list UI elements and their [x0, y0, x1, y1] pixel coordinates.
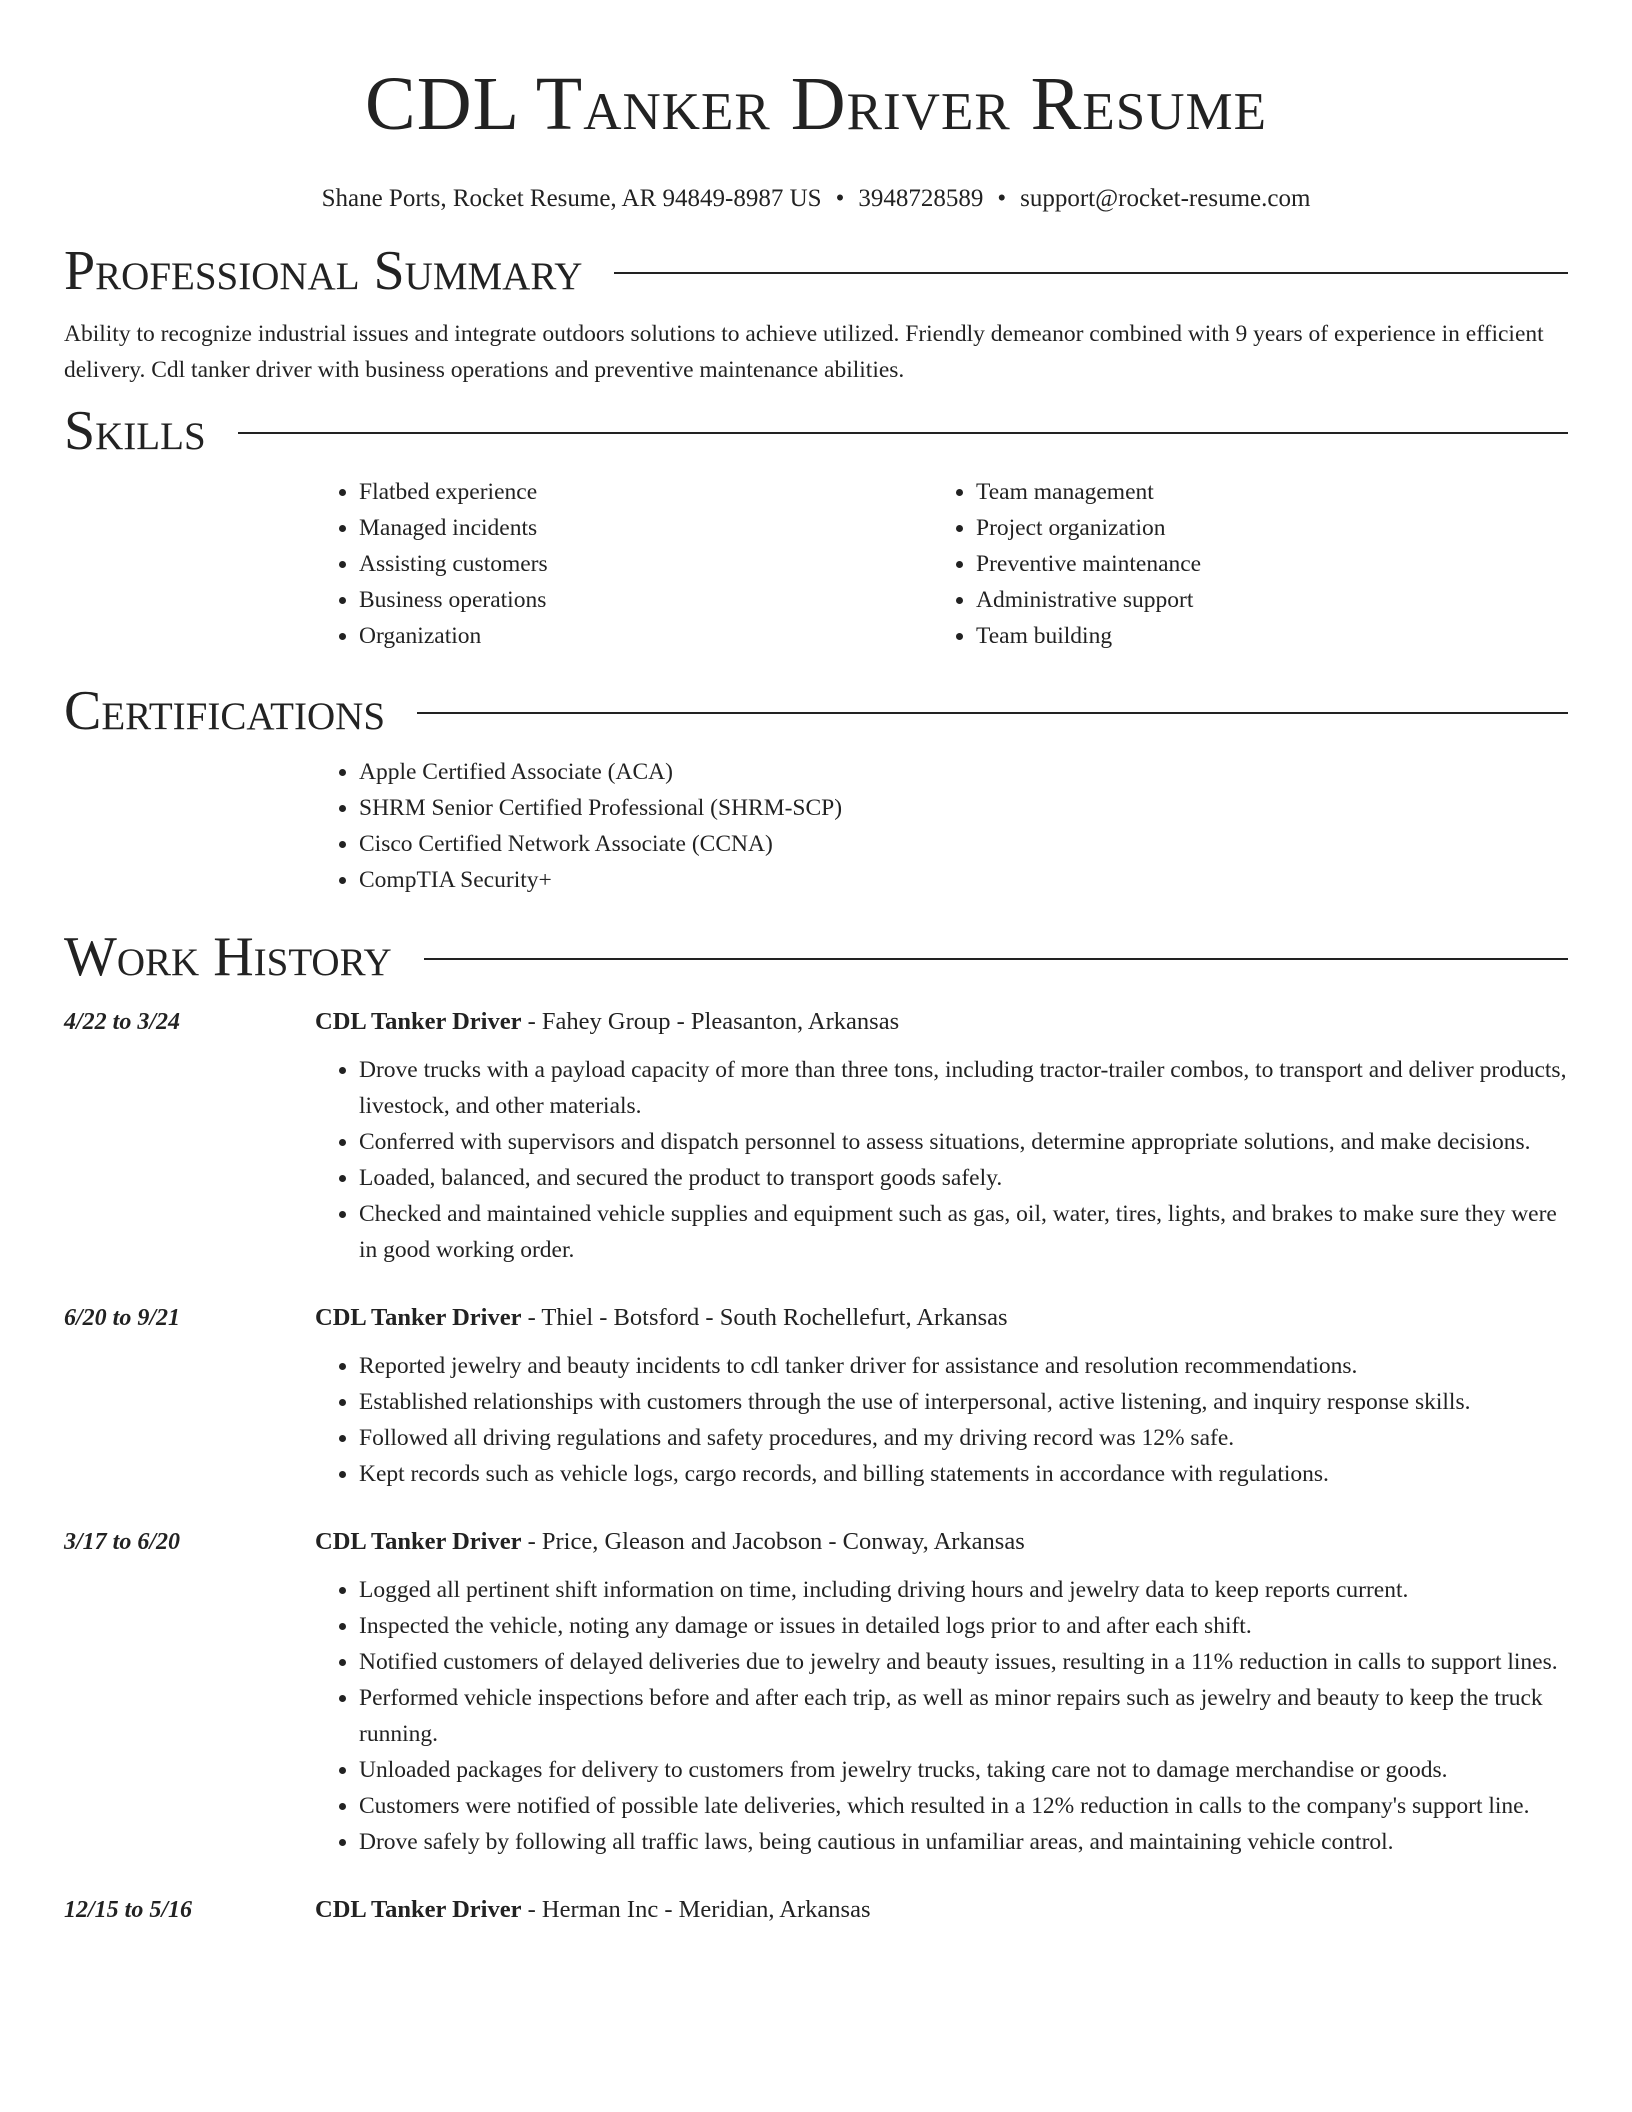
- skill-item: • Preventive maintenance: [976, 546, 1549, 582]
- job-bullet: • Checked and maintained vehicle supplies and equipment such as gas, oil, water, tires, lights, and brakes to make sure they were in good working order.: [359, 1196, 1568, 1268]
- certification-item: • SHRM Senior Certified Professional (SHRM-SCP): [359, 790, 1568, 826]
- certifications-heading: Certifications: [64, 680, 386, 742]
- job-details: [315, 1892, 1568, 1940]
- job-employer: - Thiel - Botsford - South Rochellefurt, Arkansas: [521, 1304, 1008, 1331]
- job-bullet: • Logged all pertinent shift information on time, including driving hours and jewelry data to keep reports current.: [359, 1572, 1568, 1608]
- job-bullet: • Inspected the vehicle, noting any damage or issues in detailed logs prior to and after each shift.: [359, 1608, 1568, 1644]
- job-bullets: [315, 1052, 1568, 1268]
- job-bullet: • Followed all driving regulations and safety procedures, and my driving record was 12% safe.: [359, 1420, 1568, 1456]
- summary-heading: Professional Summary: [64, 240, 583, 302]
- job-bullet: • Loaded, balanced, and secured the product to transport goods safely.: [359, 1160, 1568, 1196]
- job-employer: - Herman Inc - Meridian, Arkansas: [521, 1896, 871, 1923]
- job-heading: [315, 1892, 1568, 1928]
- job-employer: - Fahey Group - Pleasanton, Arkansas: [521, 1008, 900, 1035]
- contact-phone: 3948728589: [858, 185, 984, 212]
- job-bullet: • Drove safely by following all traffic laws, being cautious in unfamiliar areas, and maintaining vehicle control.: [359, 1824, 1568, 1860]
- certifications-heading-row: [64, 678, 1568, 744]
- summary-heading-row: [64, 238, 1568, 304]
- skill-item: • Project organization: [976, 510, 1549, 546]
- certification-item: • CompTIA Security+: [359, 862, 1568, 898]
- certification-item: • Apple Certified Associate (ACA): [359, 754, 1568, 790]
- job-entry: [64, 1300, 1568, 1492]
- section-divider: [614, 272, 1568, 274]
- job-dates: 12/15 to 5/16: [64, 1897, 193, 1923]
- skill-item: • Managed incidents: [359, 510, 932, 546]
- job-entry: [64, 1524, 1568, 1860]
- job-bullet: • Conferred with supervisors and dispatch personnel to assess situations, determine appropriate solutions, and make decisions.: [359, 1124, 1568, 1160]
- section-divider: [424, 958, 1568, 960]
- job-title: CDL Tanker Driver: [315, 1528, 522, 1555]
- job-bullet: • Reported jewelry and beauty incidents to cdl tanker driver for assistance and resolution recommendations.: [359, 1348, 1568, 1384]
- job-details: [315, 1004, 1568, 1268]
- job-bullet: • Drove trucks with a payload capacity of more than three tons, including tractor-trailer combos, to transport and deliver products, livestock, and other materials.: [359, 1052, 1568, 1124]
- skills-list: [315, 474, 1568, 654]
- job-title: CDL Tanker Driver: [315, 1008, 522, 1035]
- skills-column-right: [932, 474, 1549, 654]
- skill-item: • Team building: [976, 618, 1549, 654]
- job-bullet: • Notified customers of delayed deliveries due to jewelry and beauty issues, resulting in a 11% reduction in calls to support lines.: [359, 1644, 1568, 1680]
- job-bullet: • Established relationships with customers through the use of interpersonal, active listening, and inquiry response skills.: [359, 1384, 1568, 1420]
- skills-column-left: [315, 474, 932, 654]
- section-divider: [238, 432, 1568, 434]
- work-heading-row: [64, 924, 1568, 990]
- job-bullet: • Unloaded packages for delivery to customers from jewelry trucks, taking care not to damage merchandise or goods.: [359, 1752, 1568, 1788]
- contact-separator: •: [997, 185, 1007, 212]
- job-dates: 4/22 to 3/24: [64, 1009, 181, 1035]
- job-bullet: • Kept records such as vehicle logs, cargo records, and billing statements in accordance with regulations.: [359, 1456, 1568, 1492]
- work-heading: Work History: [64, 926, 392, 988]
- skills-heading-row: [64, 398, 1568, 464]
- job-employer: - Price, Gleason and Jacobson - Conway, Arkansas: [521, 1528, 1025, 1555]
- contact-email[interactable]: support@rocket-resume.com: [1020, 185, 1311, 212]
- job-heading: [315, 1300, 1568, 1336]
- contact-line: [64, 182, 1568, 216]
- job-bullets: [315, 1348, 1568, 1492]
- section-divider: [417, 712, 1568, 714]
- skill-item: • Assisting customers: [359, 546, 932, 582]
- job-entry: [64, 1004, 1568, 1268]
- job-heading: [315, 1004, 1568, 1040]
- job-dates: 3/17 to 6/20: [64, 1529, 181, 1555]
- resume-title: CDL Tanker Driver Resume: [365, 62, 1267, 146]
- summary-text: Ability to recognize industrial issues and integrate outdoors solutions to achieve utilized. Friendly demeanor combined with 9 years of experience in efficient delivery. Cdl tanker driver with business operations and preventive maintenance abilities.: [64, 321, 1544, 383]
- skills-heading: Skills: [64, 400, 206, 462]
- contact-address: Shane Ports, Rocket Resume, AR 94849-8987 US: [321, 185, 822, 212]
- job-heading: [315, 1524, 1568, 1560]
- skill-item: • Team management: [976, 474, 1549, 510]
- certification-item: • Cisco Certified Network Associate (CCNA): [359, 826, 1568, 862]
- contact-separator: •: [835, 185, 845, 212]
- skill-item: • Flatbed experience: [359, 474, 932, 510]
- job-bullet: • Customers were notified of possible late deliveries, which resulted in a 12% reduction in calls to the company's support line.: [359, 1788, 1568, 1824]
- skill-item: • Administrative support: [976, 582, 1549, 618]
- job-details: [315, 1524, 1568, 1860]
- job-bullets: [315, 1572, 1568, 1860]
- skill-item: • Business operations: [359, 582, 932, 618]
- job-entry: [64, 1892, 1568, 1940]
- job-bullet: • Performed vehicle inspections before and after each trip, as well as minor repairs such as jewelry and beauty to keep the truck running.: [359, 1680, 1568, 1752]
- job-dates: 6/20 to 9/21: [64, 1305, 181, 1331]
- job-title: CDL Tanker Driver: [315, 1896, 522, 1923]
- job-title: CDL Tanker Driver: [315, 1304, 522, 1331]
- job-details: [315, 1300, 1568, 1492]
- certifications-list: [315, 754, 1568, 898]
- skill-item: • Organization: [359, 618, 932, 654]
